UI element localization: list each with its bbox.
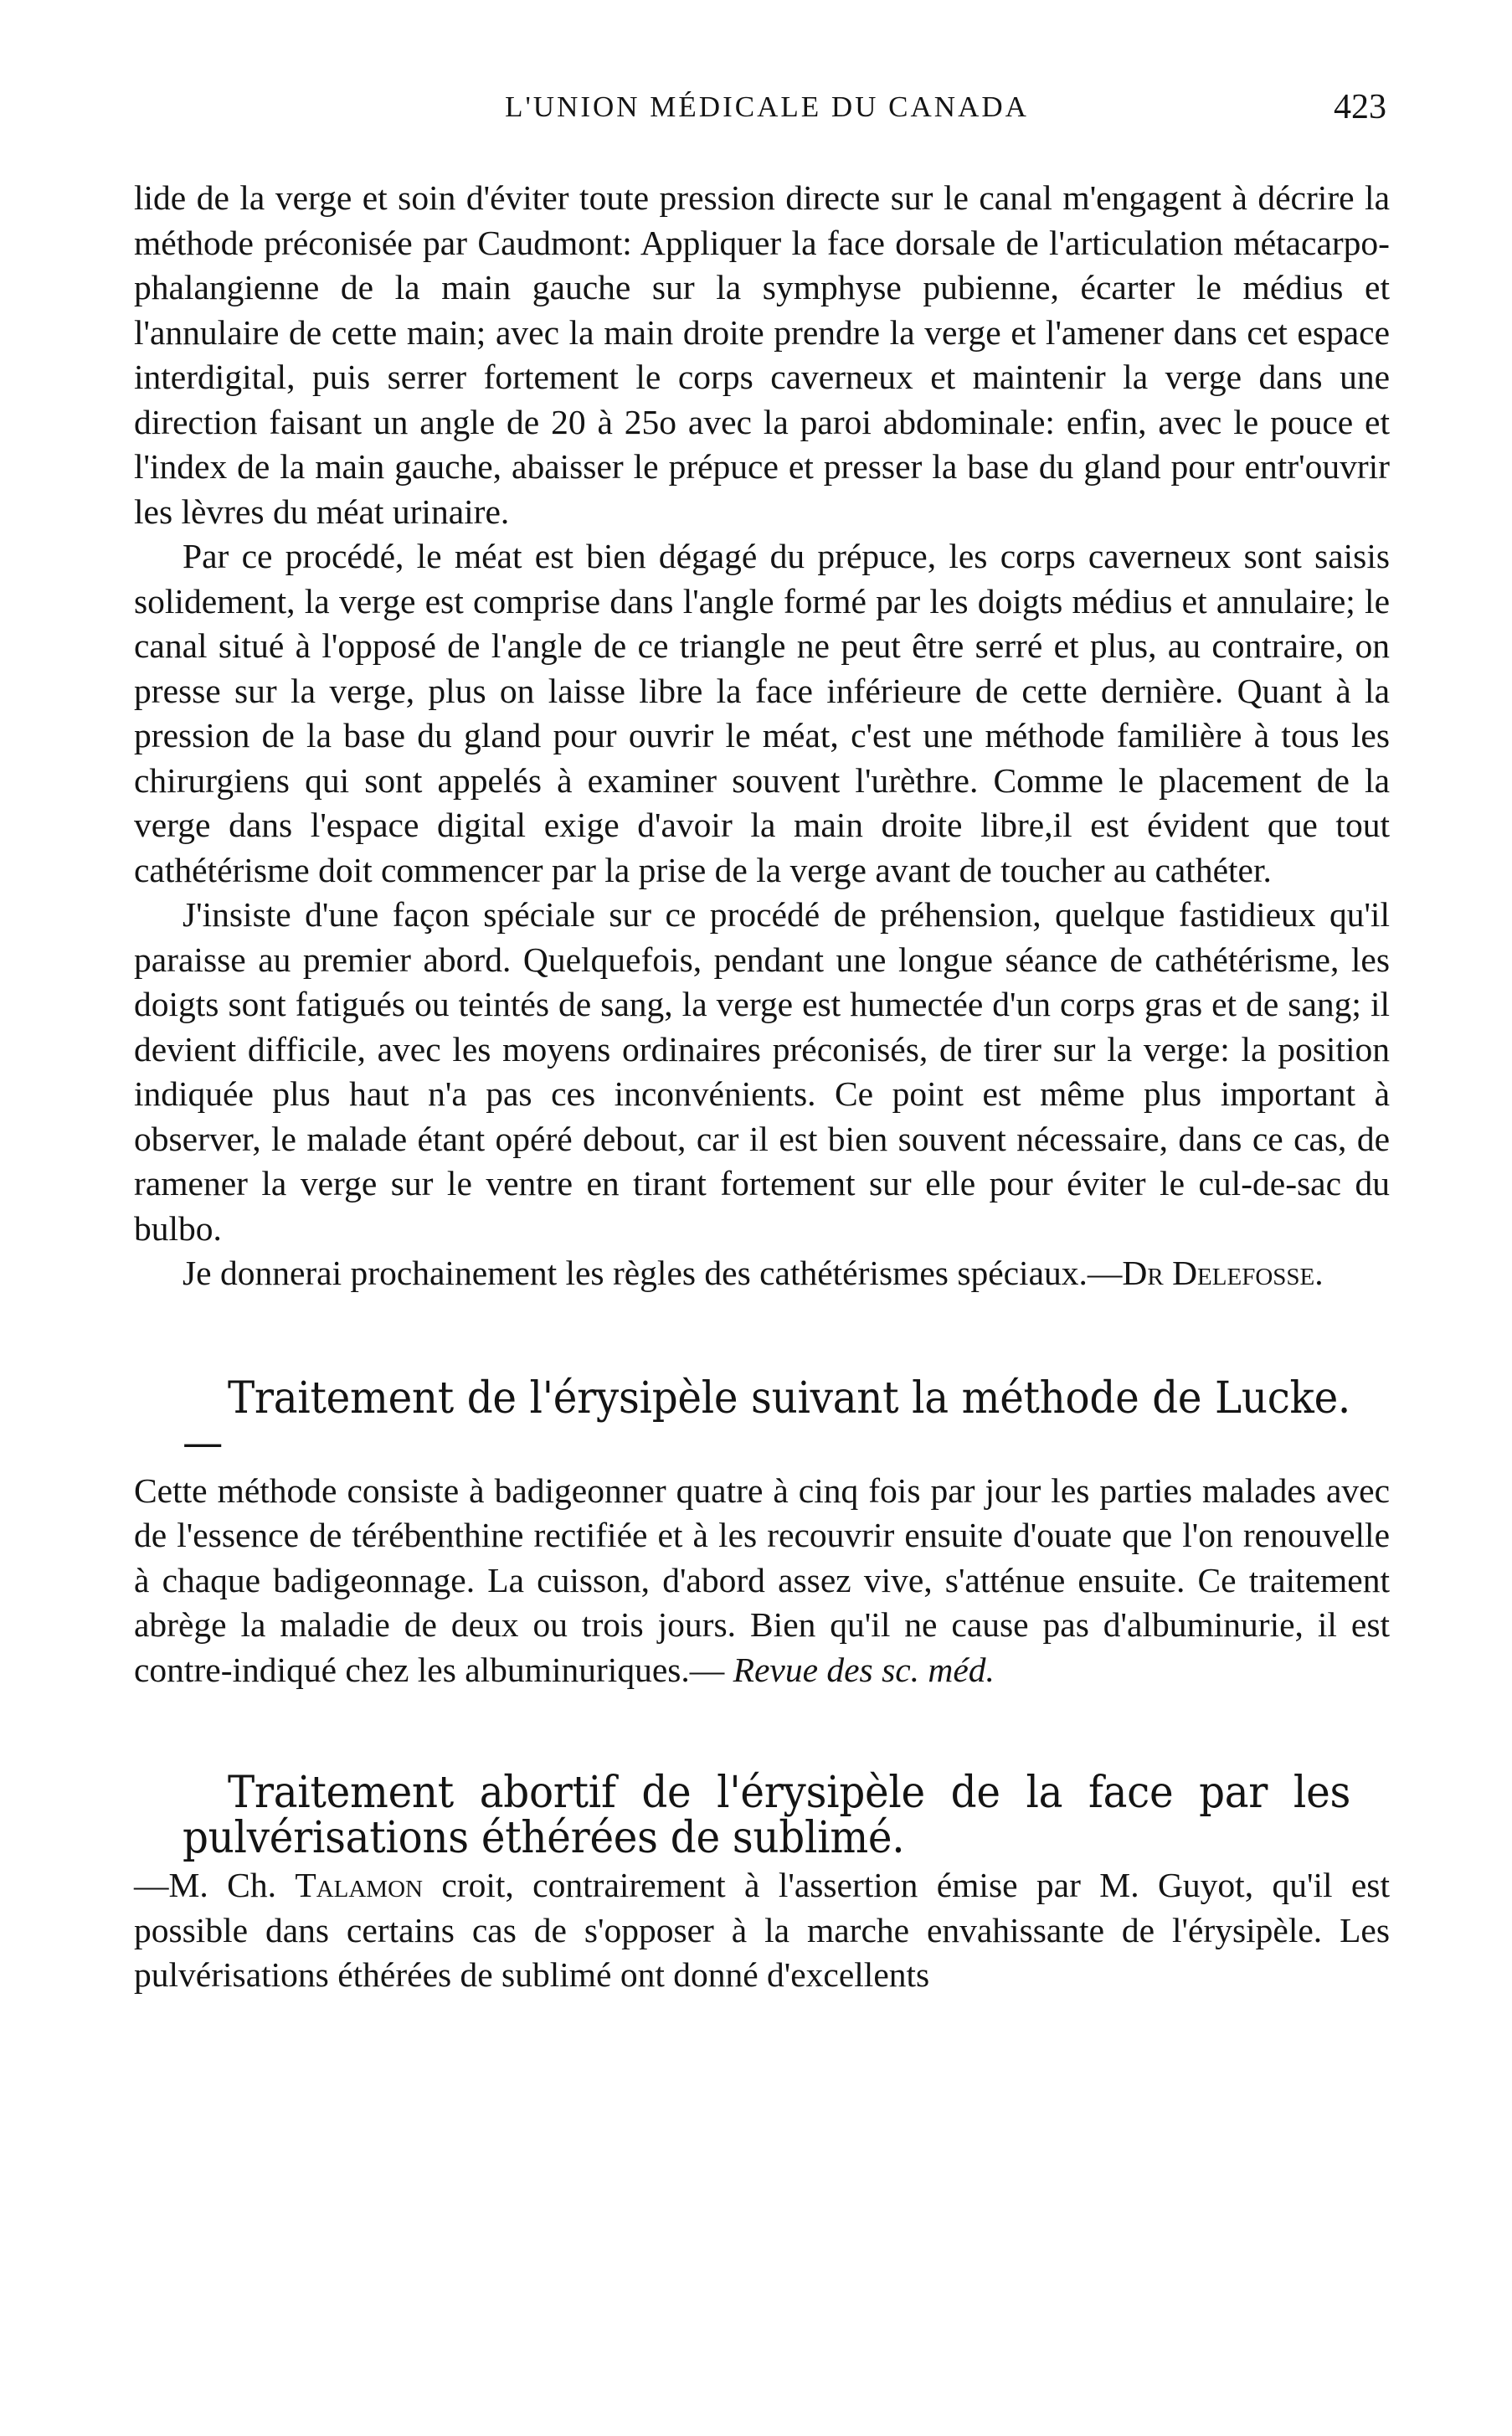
section-talamon xyxy=(134,1768,1390,1998)
paragraph-continuation: lide de la verge et soin d'éviter toute pression directe sur le canal m'engagent à décrire la méthode préconisée par Caudmont: Appliquer la face dorsale de l'articulation métacarpo-phalangienne de la main gauche sur la symphyse pubienne, écarter le médius et l'annulaire de cette main; avec la main droite prendre la verge et l'amener dans cet espace interdigital, puis serrer fortement le corps caverneux et maintenir la verge dans une direction faisant un angle de 20 à 25o avec la paroi abdominale: enfin, avec le pouce et l'index de la main gauche, abaisser le prépuce et presser la base du gland pour entr'ouvrir les lèvres du méat urinaire. xyxy=(134,178,1390,531)
section-lucke-body: Cette méthode consiste à badigeonner quatre à cinq fois par jour les parties malades avec de l'essence de térébenthine rectifiée et à les recouvrir ensuite d'ouate que l'on renouvelle à chaque badigeonnage. La cuisson, d'abord assez vive, s'atténue ensuite. Ce traitement abrège la maladie de deux ou trois jours. Bien qu'il ne cause pas d'albuminurie, il est contre-indiqué chez les albuminuriques.— xyxy=(134,1470,1390,1689)
section-lucke xyxy=(134,1373,1390,1693)
article-author: Dr Delefosse. xyxy=(1122,1254,1324,1292)
section-talamon-author: Talamon xyxy=(295,1866,423,1904)
paragraph-procedure: Par ce procédé, le méat est bien dégagé du prépuce, les corps caverneux sont saisis solidement, la verge est comprise dans l'angle formé par les doigts médius et annulaire; le canal situé à l'opposé de l'angle de ce triangle ne peut être serré et plus, au contraire, on presse sur la verge, plus on laisse libre la face inférieure de cette dernière. Quant à la pression de la base du gland pour ouvrir le méat, c'est une méthode familière à tous les chirurgiens qui sont appelés à examiner souvent l'urèthre. Comme le placement de la verge dans l'espace digital exige d'avoir la main droite libre,il est évident que tout cathétérisme doit commencer par la prise de la verge avant de toucher au cathéter. xyxy=(134,537,1390,889)
section-talamon-body: croit, contrairement à l'assertion émise par M. Guyot, qu'il est possible dans certains cas de s'opposer à la marche envahissante de l'érysipèle. Les pulvérisations éthérées de sublimé ont donné d'excellents xyxy=(134,1866,1390,1994)
closing-text: Je donnerai prochainement les règles des cathétérismes spéciaux.— xyxy=(183,1254,1123,1292)
running-head xyxy=(147,90,1386,132)
section-lucke-source: Revue des sc. méd. xyxy=(733,1650,995,1689)
article-body xyxy=(134,176,1390,1998)
section-lucke-headline: Traitement de l'érysipèle suivant la méthode de Lucke.— xyxy=(183,1373,1351,1468)
section-talamon-headline: Traitement abortif de l'érysipèle de la face par les pulvérisations éthérées de sublimé. xyxy=(183,1768,1351,1863)
section-talamon-paragraph xyxy=(134,1768,1390,1998)
page-number: 423 xyxy=(1334,88,1386,126)
journal-title: L'UNION MÉDICALE DU CANADA xyxy=(505,90,1029,123)
section-talamon-intro: —M. Ch. xyxy=(134,1866,296,1904)
section-lucke-paragraph xyxy=(134,1373,1390,1693)
paragraph-insistence: J'insiste d'une façon spéciale sur ce procédé de préhension, quelque fastidieux qu'il paraisse au premier abord. Quelquefois, pendant une longue séance de cathétérisme, les doigts sont fatigués ou teintés de sang, la verge est humectée d'un corps gras et de sang; il devient difficile, avec les moyens ordinaires préconisés, de tirer sur la verge: la position indiquée plus haut n'a pas ces inconvénients. Ce point est même plus important à observer, le malade étant opéré debout, car il est bien souvent nécessaire, dans ce cas, de ramener la verge sur le ventre en tirant fortement sur elle pour éviter le cul-de-sac du bulbo. xyxy=(134,895,1390,1248)
paragraph-closing xyxy=(134,1251,1390,1296)
